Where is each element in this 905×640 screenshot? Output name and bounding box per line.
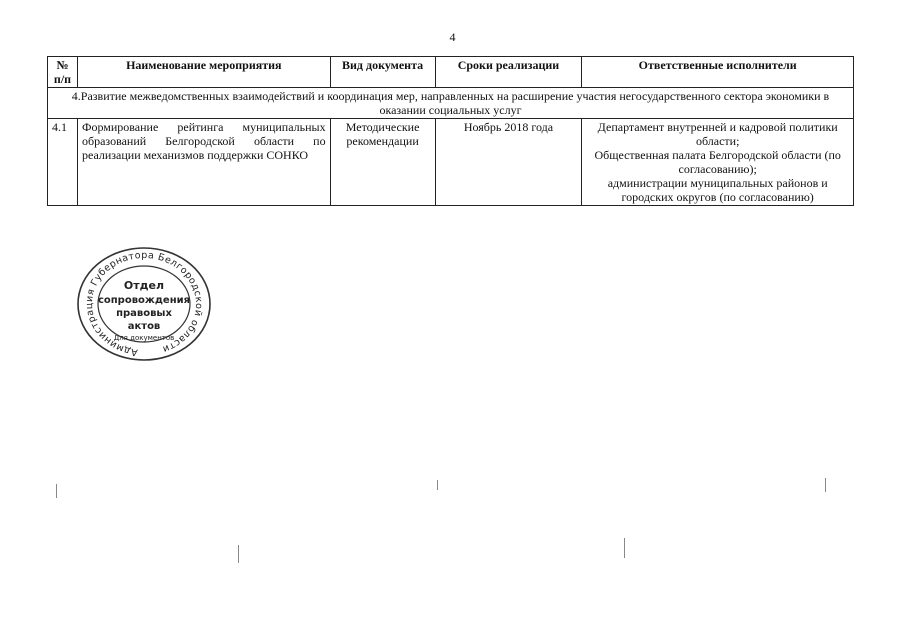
- header-responsible: Ответственные исполнители: [582, 57, 854, 88]
- scan-mark: [56, 484, 57, 498]
- official-stamp: [74, 244, 214, 362]
- row-responsible: [582, 119, 854, 206]
- events-table: [47, 56, 854, 206]
- scan-mark: [437, 480, 438, 490]
- section-row: [48, 88, 854, 119]
- row-term: Ноябрь 2018 года: [435, 119, 582, 206]
- table-header-row: [48, 57, 854, 88]
- header-term: Сроки реализации: [435, 57, 582, 88]
- row-name: Формирование рейтинга муниципальных образований Белгородской области по реализации механизмов поддержки СОНКО: [77, 119, 330, 206]
- section-title: 4.Развитие межведомственных взаимодействий и координация мер, направленных на расширение участия негосударственного сектора экономики в оказании социальных услуг: [48, 88, 854, 119]
- scan-mark: [825, 478, 826, 492]
- stamp-line-1: Отдел: [123, 279, 165, 292]
- stamp-bottom-text: Для документов: [113, 334, 175, 342]
- responsible-line-1: Департамент внутренней и кадровой политики области;: [597, 120, 838, 148]
- stamp-ring-text: Администрация Губернатора Белгородской области: [83, 249, 205, 358]
- scan-mark: [238, 545, 239, 563]
- row-doc: Методические рекомендации: [330, 119, 435, 206]
- responsible-line-2: Общественная палата Белгородской области (по согласованию);: [594, 148, 841, 176]
- scan-mark: [624, 538, 625, 558]
- stamp-line-3: правовых: [116, 308, 172, 319]
- stamp-line-2: сопровождения: [97, 295, 191, 306]
- stamp-line-4: актов: [127, 321, 161, 332]
- row-num: 4.1: [48, 119, 78, 206]
- stamp-seal-icon: [74, 244, 214, 362]
- header-doc: Вид документа: [330, 57, 435, 88]
- table-row: [48, 119, 854, 206]
- header-num: № п/п: [48, 57, 78, 88]
- page-number: 4: [449, 30, 456, 44]
- responsible-line-3: администрации муниципальных районов и городских округов (по согласованию): [607, 176, 828, 204]
- header-name: Наименование мероприятия: [77, 57, 330, 88]
